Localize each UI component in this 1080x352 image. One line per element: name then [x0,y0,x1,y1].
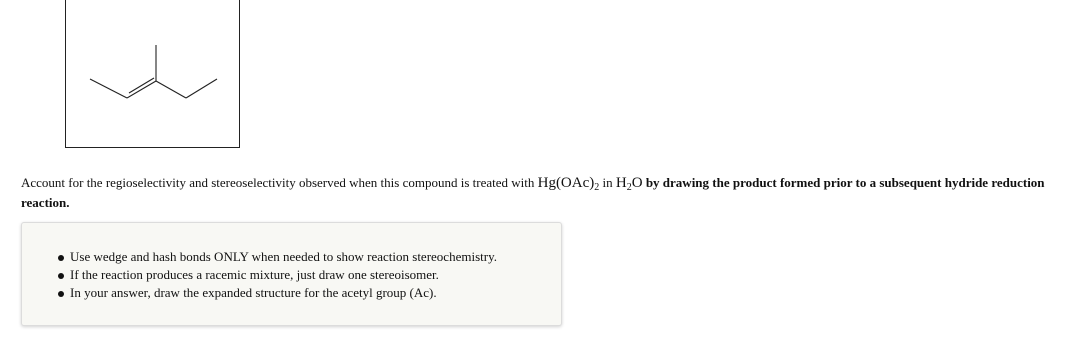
bond-c2-c3-double [129,78,154,93]
bond-c1-c2 [90,79,127,98]
question-bold-part: by drawing the product formed prior to a subsequent hydride reduction reaction. [21,175,1045,210]
molecule-structure-box [65,0,240,148]
reagent-subscript: 2 [594,182,600,193]
instruction-text: If the reaction produces a racemic mixture, just draw one stereoisomer. [70,267,439,282]
instruction-item [70,284,561,302]
instruction-text: In your answer, draw the expanded structure for the acetyl group (Ac). [70,285,437,300]
bullet-icon [58,291,64,297]
question-part1: Account for the regioselectivity and stereoselectivity observed when this compound is treated with [21,175,538,190]
instruction-text: Use wedge and hash bonds ONLY when needed to show reaction stereochemistry. [70,249,497,264]
instruction-item [70,266,561,284]
instructions-box [21,222,562,326]
instructions-list [22,223,561,302]
solvent-o: O [631,175,643,191]
reagent-formula [538,175,600,191]
reagent-main: Hg(OAc) [537,175,595,191]
question-part2: in [599,175,616,190]
bond-c4-c5 [186,79,217,98]
bond-c2-c3 [127,81,156,98]
solvent-subscript: 2 [626,182,632,193]
question-text [21,173,1071,212]
bond-c3-c4 [156,81,186,98]
alkene-skeletal-structure-icon [66,0,241,149]
bullet-icon [58,273,64,279]
instruction-item [70,248,561,266]
solvent-formula [616,175,643,191]
solvent-h: H [615,175,627,191]
bullet-icon [58,255,64,261]
